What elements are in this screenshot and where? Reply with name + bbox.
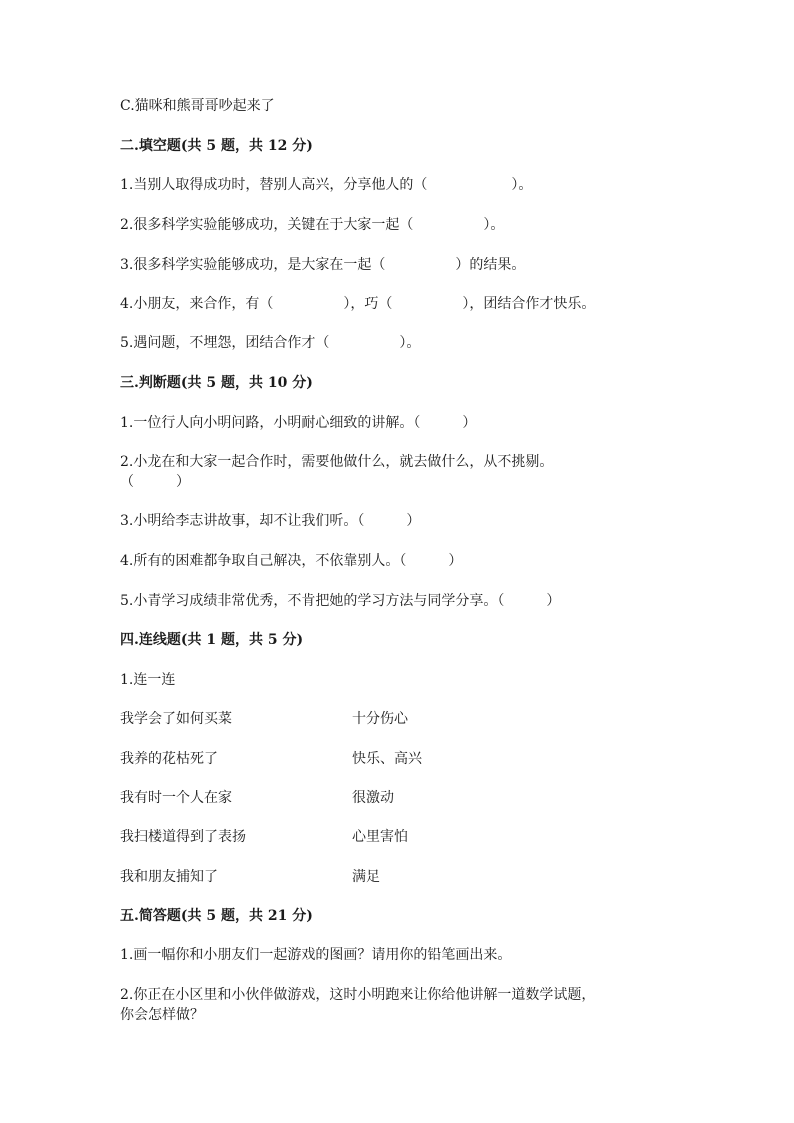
match-right-item: 满足 [352,869,380,885]
section-3-heading: 三.判断题(共 5 题，共 10 分) [120,375,313,391]
judge-question-4: 4.所有的困难都争取自己解决，不依靠别人。（ ） [120,553,463,569]
match-right-item: 很激动 [352,790,394,806]
judge-question-1: 1.一位行人向小明问路，小明耐心细致的讲解。（ ） [120,415,477,431]
section-4-heading: 四.连线题(共 1 题，共 5 分) [120,632,304,648]
judge-question-3: 3.小明给李志讲故事，却不让我们听。（ ） [120,513,421,529]
fill-question-3: 3.很多科学实验能够成功，是大家在一起（ ）的结果。 [120,257,526,273]
section-2-heading: 二.填空题(共 5 题，共 12 分) [120,138,313,154]
fill-question-4: 4.小朋友，来合作，有（ ），巧（ ），团结合作才快乐。 [120,296,596,312]
match-left-item: 我扫楼道得到了表扬 [120,829,246,845]
match-question-1: 1.连一连 [120,672,176,688]
section-5-heading: 五.简答题(共 5 题，共 21 分) [120,908,313,924]
fill-question-2: 2.很多科学实验能够成功，关键在于大家一起（ ）。 [120,217,505,233]
short-question-1: 1.画一幅你和小朋友们一起游戏的图画？请用你的铅笔画出来。 [120,947,512,963]
match-left-item: 我和朋友捕知了 [120,869,218,885]
match-right-item: 心里害怕 [352,829,408,845]
short-question-2-cont: 你会怎样做？ [120,1007,204,1023]
short-question-2: 2.你正在小区里和小伙伴做游戏，这时小明跑来让你给他讲解一道数学试题， [120,987,596,1003]
fill-question-5: 5.遇问题，不埋怨，团结合作才（ ）。 [120,335,421,351]
judge-question-2-blank: （ ） [120,474,190,490]
match-right-item: 十分伤心 [352,711,408,727]
match-right-item: 快乐、高兴 [352,751,422,767]
previous-option-c: C.猫咪和熊哥哥吵起来了 [120,98,275,114]
fill-question-1: 1.当别人取得成功时，替别人高兴，分享他人的（ ）。 [120,177,533,193]
match-left-item: 我有时一个人在家 [120,790,232,806]
judge-question-5: 5.小青学习成绩非常优秀，不肯把她的学习方法与同学分享。（ ） [120,593,561,609]
match-left-item: 我学会了如何买菜 [120,711,232,727]
judge-question-2: 2.小龙在和大家一起合作时，需要他做什么，就去做什么，从不挑剔。 [120,454,554,470]
match-left-item: 我养的花枯死了 [120,751,218,767]
